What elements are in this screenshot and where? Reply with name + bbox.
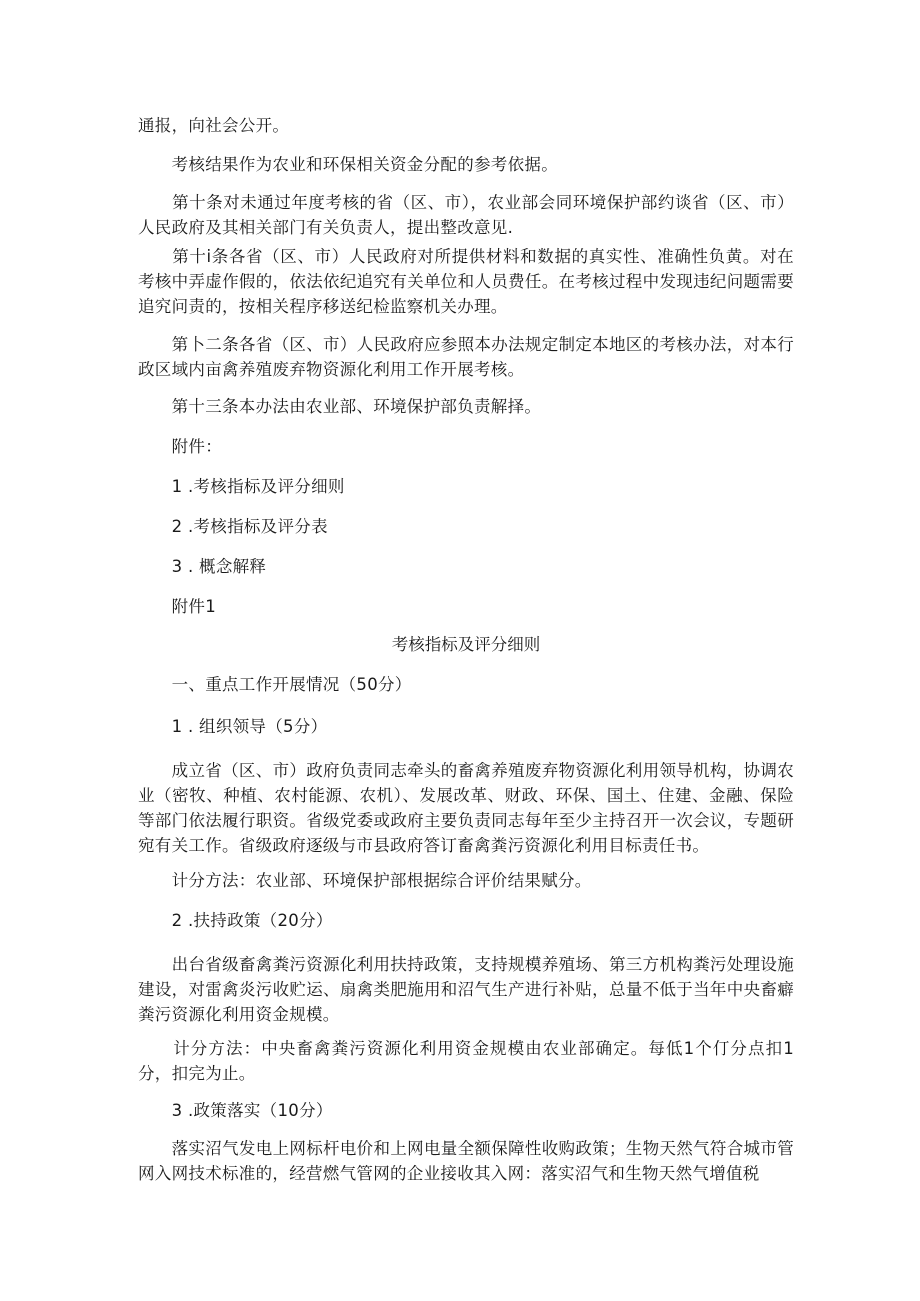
attachment-item-2: 2 .考核指标及评分表 [138,517,328,536]
attachments-heading: 附件： [138,437,222,456]
heading-policy-implementation: 3 .政策落实（10分） [138,1101,333,1120]
paragraph-article-12: 第卜二条各省（区、市）人民政府应参照本办法规定制定本地区的考核办法，对本行政区域内亩禽养殖废弃物资源化利用工作开展考核。 [138,335,794,379]
paragraph-article-11: 第十i条各省（区、市）人民政府对所提供材料和数据的真实性、准确性负黄。对在考核中弄虚作假的，依法依纪追究有关单位和人员费任。在考核过程中发现违纪问题需要追究问责的，按相关程序移送纪检监察机关办理。 [138,247,794,316]
paragraph-scoring-1: 计分方法：农业部、环境保护部根据综合评价结果赋分。 [138,871,592,890]
section-title: 考核指标及评分细则 [391,635,541,654]
heading-organization: 1 . 组织领导（5分） [138,717,328,736]
paragraph-policy-implementation: 落实沼气发电上网标杆电价和上网电量全额保障性收购政策；生物天然气符合城市管网入网技术标准的，经营燃气管网的企业接收其入网：落实沼气和生物天然气增值税 [138,1139,794,1183]
paragraph-2: 考核结果作为农业和环保相关资金分配的参考依据。 [138,155,558,174]
attachment-item-3: 3 . 概念解释 [138,557,267,576]
paragraph-organization: 成立省（区、市）政府负责同志牵头的畜禽养殖废弃物资源化利用领导机构，协调农业（密牧、种植、农村能源、农机）、发展改革、财政、环保、国土、住建、金融、保险等部门依法履行职资。省级党委或政府主要负责同志每年至少主持召开一次会议，专题研宛有关工作。省级政府逐级与市县政府答订畜禽粪污资源化利用目标责任书。 [138,761,794,855]
heading-key-work: 一、重点工作开展情况（50分） [138,675,412,694]
paragraph-support-policy: 出台省级畜禽粪污资源化利用扶持政策，支持规模养殖场、第三方机构粪污处理设施建设，对雷禽炎污收贮运、扇禽类肥施用和沼气生产进行补贴，总量不低于当年中央畜癖粪污资源化利用资金规模。 [138,955,794,1024]
attachment-1-label: 附件1 [138,597,216,616]
attachment-item-1: 1 .考核指标及评分细则 [138,477,345,496]
paragraph-article-13: 第十三条本办法由农业部、环境保护部负责解择。 [138,397,542,416]
paragraph-1: 通报，向社会公开。 [138,116,290,135]
paragraph-article-10: 第十条对未通过年度考核的省（区、市），农业部会同环境保护部约谈省（区、市）人民政府及其相关部门有关负责人，提出整改意见. [138,193,794,237]
heading-support-policy: 2 .扶持政策（20分） [138,911,333,930]
paragraph-scoring-2: 计分方法：中央畜禽粪污资源化利用资金规模由农业部确定。每低1个仃分点扣1分，扣完为止。 [138,1039,794,1083]
